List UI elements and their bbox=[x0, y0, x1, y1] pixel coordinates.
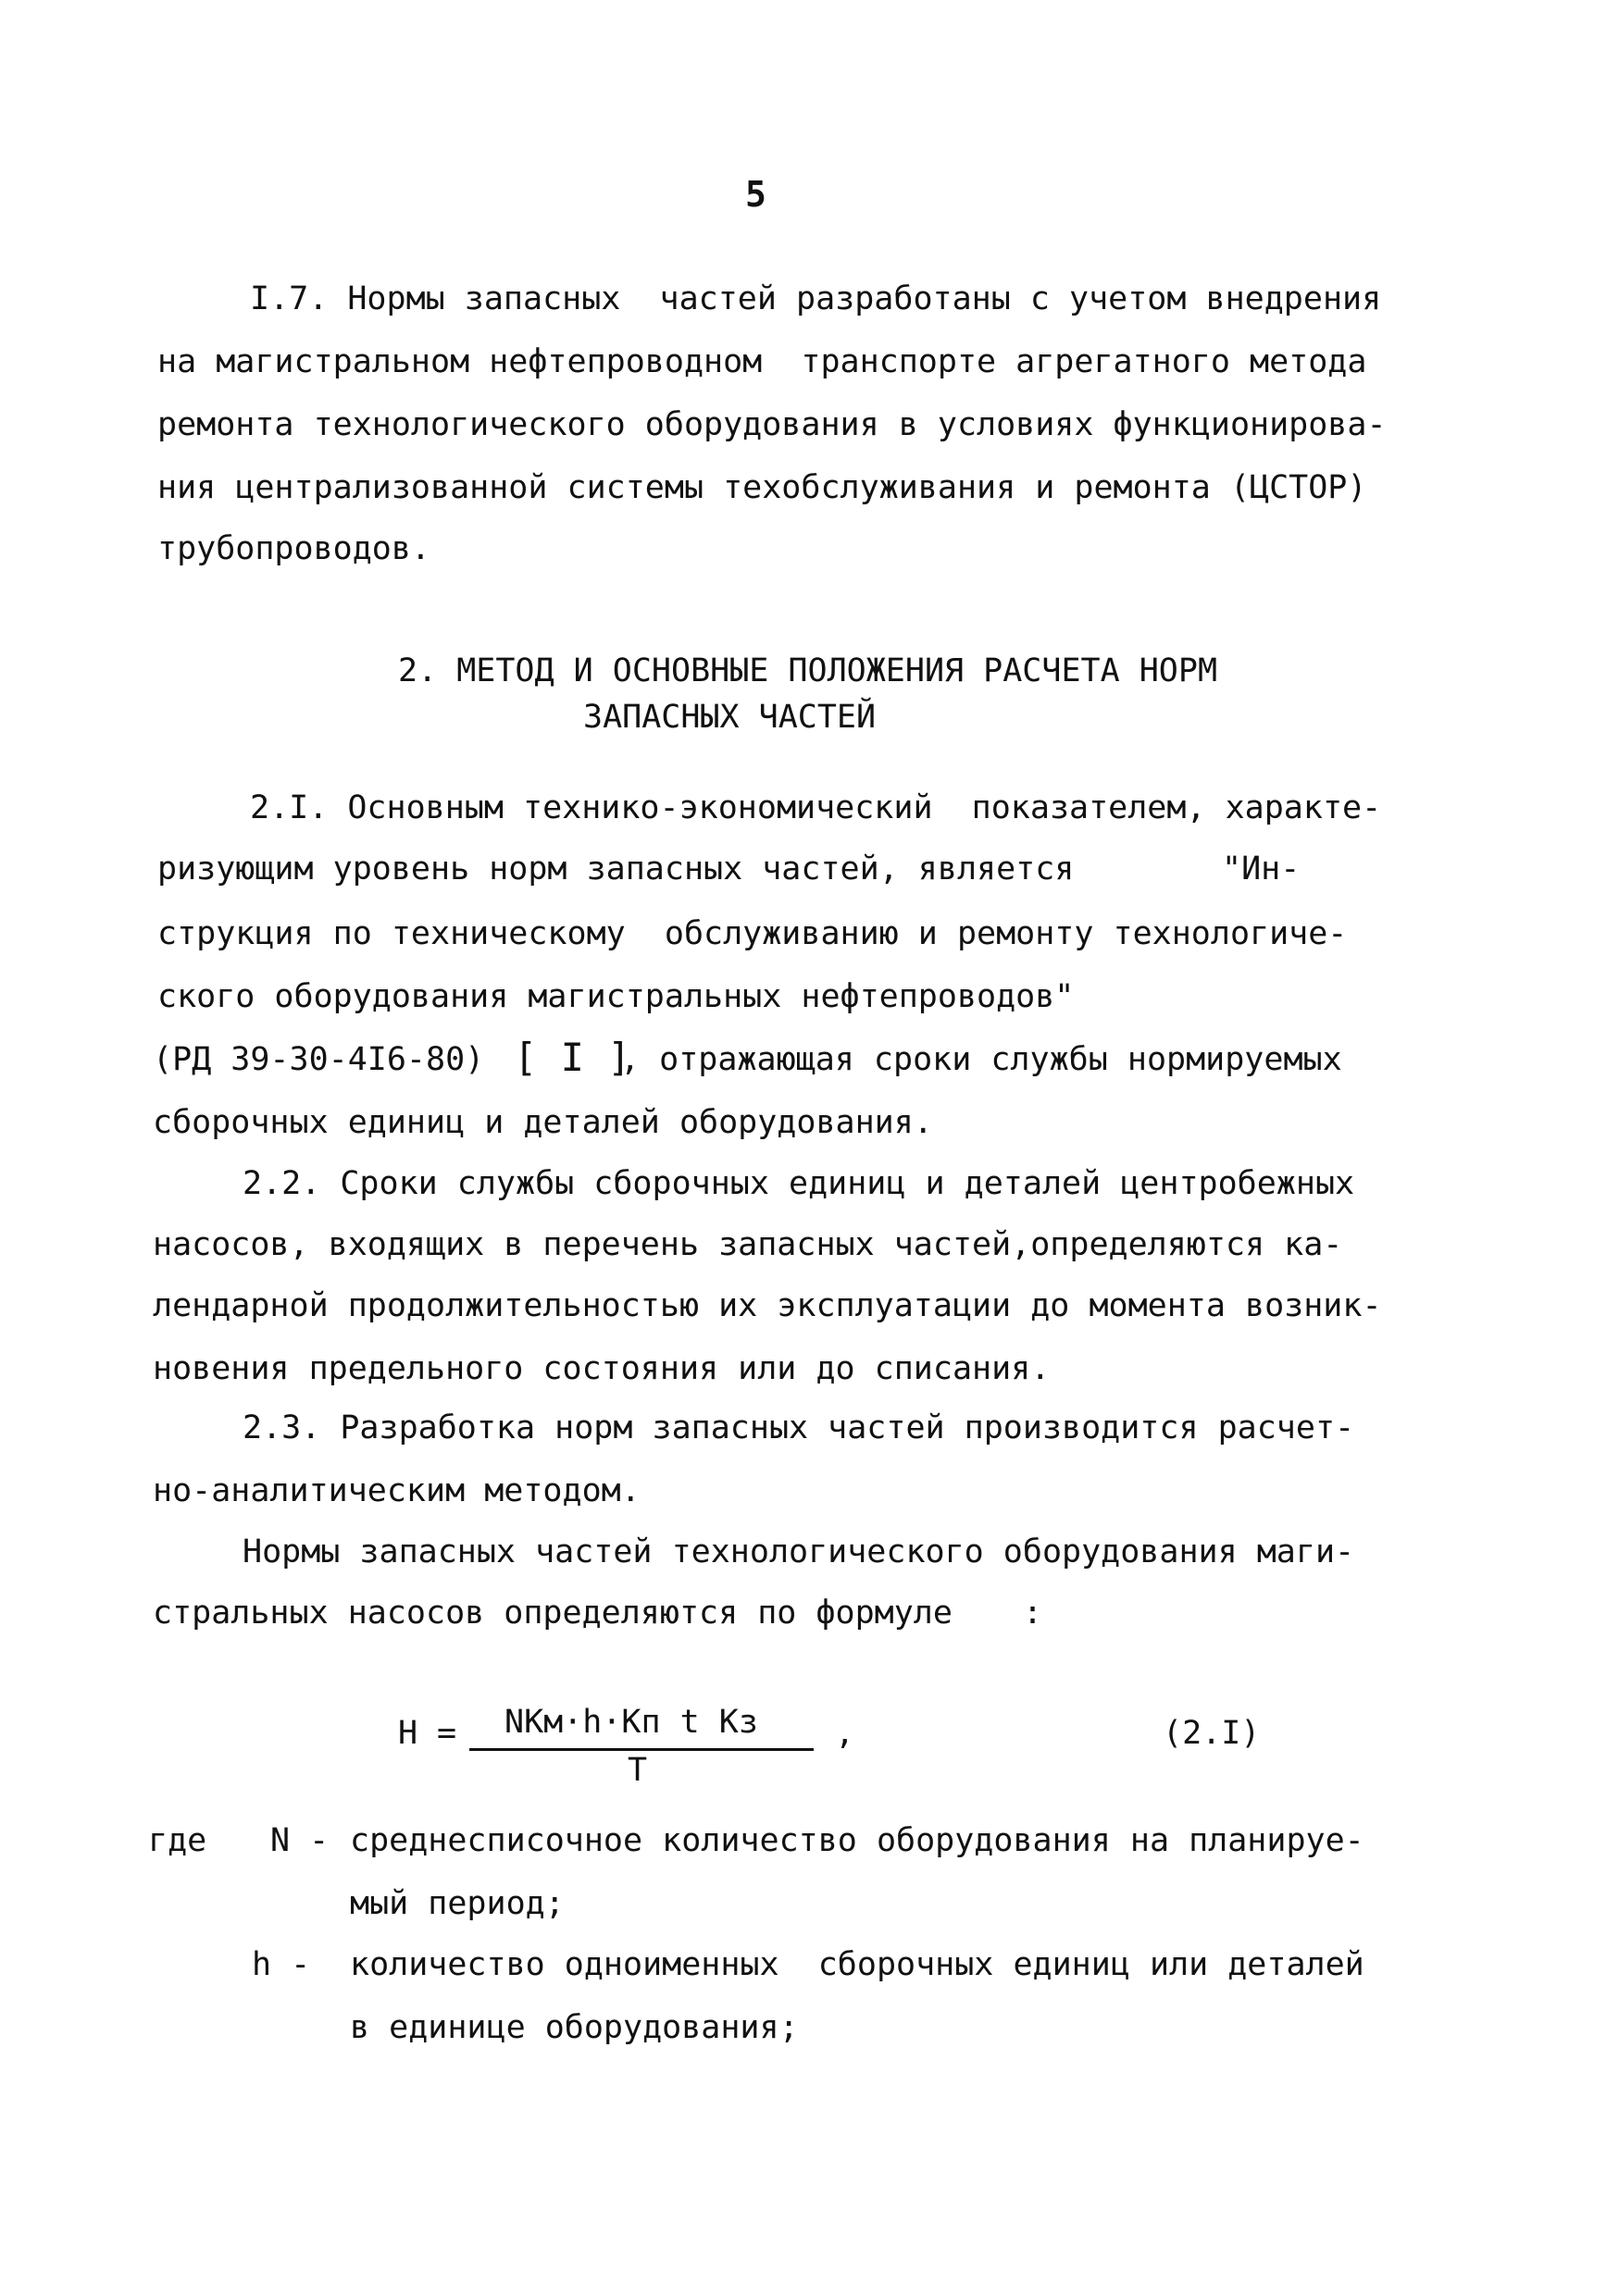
paragraph-line: : bbox=[1023, 1595, 1043, 1632]
page-number: 5 bbox=[745, 174, 766, 215]
where-label: где bbox=[148, 1822, 207, 1859]
definition-symbol: h - bbox=[252, 1946, 311, 1983]
reference-code: (РД 39-30-4I6-80) bbox=[153, 1041, 485, 1078]
paragraph-line: насосов, входящих в перечень запасных частей,определяются ка- bbox=[153, 1226, 1343, 1263]
paragraph-line: 2.I. Основным технико-экономический показателем, характе- bbox=[250, 789, 1382, 826]
formula-lhs: Н bbox=[398, 1715, 418, 1752]
heading-line: 2. МЕТОД И ОСНОВНЫЕ ПОЛОЖЕНИЯ РАСЧЕТА НОРМ bbox=[398, 652, 1218, 689]
paragraph-line: новения предельного состояния или до списания. bbox=[153, 1350, 1051, 1387]
paragraph-line: сборочных единиц и деталей оборудования. bbox=[153, 1104, 933, 1141]
paragraph-line: I.7. Нормы запасных частей разработаны с учетом внедрения bbox=[250, 280, 1382, 317]
definition-text: мый период; bbox=[350, 1885, 565, 1922]
paragraph-line: Нормы запасных частей технологического оборудования маги- bbox=[243, 1533, 1355, 1570]
paragraph-line: , отражающая сроки службы нормируемых bbox=[620, 1041, 1342, 1078]
paragraph-line: стральных насосов определяются по формуле bbox=[153, 1595, 953, 1632]
paragraph-line: ния централизованной системы техобслуживания и ремонта (ЦСТОР) bbox=[157, 469, 1367, 506]
definition-text: количество одноименных сборочных единиц или деталей bbox=[350, 1946, 1364, 1983]
paragraph-line: струкция по техническому обслуживанию и ремонту технологиче- bbox=[157, 915, 1348, 952]
paragraph-line: но-аналитическим методом. bbox=[153, 1472, 641, 1509]
paragraph-line: ризующим уровень норм запасных частей, является bbox=[157, 850, 1075, 887]
paragraph-line: 2.2. Сроки службы сборочных единиц и деталей центробежных bbox=[243, 1165, 1355, 1202]
paragraph-line: лендарной продолжительностью их эксплуатации до момента возник- bbox=[153, 1287, 1382, 1324]
formula-denominator: Т bbox=[628, 1752, 648, 1789]
formula-numerator: NKм·h·Kп t Kз bbox=[504, 1704, 758, 1741]
formula-number: (2.I) bbox=[1163, 1715, 1261, 1752]
paragraph-line: ремонта технологического оборудования в условиях функционирова- bbox=[157, 406, 1387, 443]
citation-bracket: [ I ] bbox=[514, 1035, 631, 1080]
definition-symbol: N - bbox=[270, 1822, 330, 1859]
paragraph-line: на магистральном нефтепроводном транспорте агрегатного метода bbox=[157, 343, 1367, 380]
paragraph-line: трубопроводов. bbox=[157, 530, 431, 567]
paragraph-line: 2.3. Разработка норм запасных частей производится расчет- bbox=[243, 1409, 1355, 1446]
heading-line: ЗАПАСНЫХ ЧАСТЕЙ bbox=[583, 699, 877, 736]
definition-text: в единице оборудования; bbox=[350, 2009, 799, 2046]
paragraph-line: "Ин- bbox=[1222, 850, 1301, 887]
formula-equals: = bbox=[437, 1715, 457, 1752]
definition-text: среднесписочное количество оборудования на планируе- bbox=[350, 1822, 1364, 1859]
fraction-bar bbox=[469, 1748, 814, 1751]
paragraph-line: ского оборудования магистральных нефтепроводов" bbox=[157, 978, 1075, 1015]
formula-comma: , bbox=[835, 1715, 855, 1752]
